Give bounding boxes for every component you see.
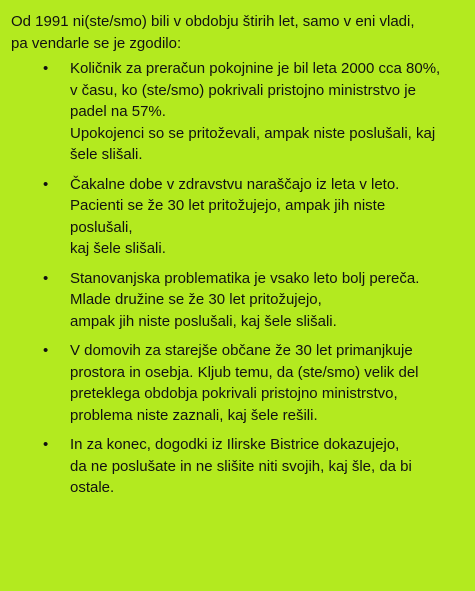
item-line: In za konec, dogodki iz Ilirske Bistrice dokazujejo, <box>70 436 400 453</box>
intro-line: Od 1991 ni(ste/smo) bili v obdobju štirih let, samo v eni vladi, <box>11 13 415 30</box>
list-item <box>11 58 465 166</box>
item-line: kaj šele slišali. <box>70 240 166 257</box>
item-line: preteklega obdobja pokrivali pristojno ministrstvo, <box>70 385 398 402</box>
item-line: V domovih za starejše občane že 30 let primanjkuje <box>70 342 413 359</box>
item-line: Količnik za preračun pokojnine je bil leta 2000 cca 80%, <box>70 60 441 77</box>
list-item <box>11 434 465 499</box>
bullet-icon: • <box>43 436 49 453</box>
item-line: da ne poslušate in ne slišite niti svojih, kaj šle, da bi <box>70 457 412 475</box>
item-line: Mlade družine se že 30 let pritožujejo, <box>70 291 322 308</box>
item-line: v času, ko (ste/smo) pokrivali pristojno ministrstvo je <box>70 81 416 99</box>
list-item <box>11 174 465 260</box>
bullet-icon: • <box>43 342 49 359</box>
list-item <box>11 268 465 333</box>
intro-paragraph <box>11 11 465 54</box>
item-line: ampak jih niste poslušali, kaj šele slišali. <box>70 312 337 330</box>
item-line: prostora in osebja. Kljub temu, da (ste/smo) velik del <box>70 363 419 381</box>
intro-line: pa vendarle se je zgodilo: <box>11 34 182 52</box>
item-line: Pacienti se že 30 let pritožujejo, ampak jih niste <box>70 197 386 214</box>
bullet-icon: • <box>43 269 49 287</box>
item-line: problema niste zaznali, kaj šele rešili. <box>70 406 318 424</box>
list-item <box>11 340 465 426</box>
item-line: poslušali, <box>70 218 133 236</box>
bullet-icon: • <box>43 175 49 193</box>
item-line: Čakalne dobe v zdravstvu naraščajo iz leta v leto. <box>70 175 400 193</box>
item-line: Stanovanjska problematika je vsako leto bolj pereča. <box>70 269 420 287</box>
bullet-icon: • <box>43 60 49 77</box>
item-line: ostale. <box>70 479 115 496</box>
item-line: šele slišali. <box>70 146 143 163</box>
bullet-list <box>11 58 465 499</box>
item-line: padel na 57%. <box>70 103 166 120</box>
item-line: Upokojenci so se pritoževali, ampak niste poslušali, kaj <box>70 124 436 142</box>
